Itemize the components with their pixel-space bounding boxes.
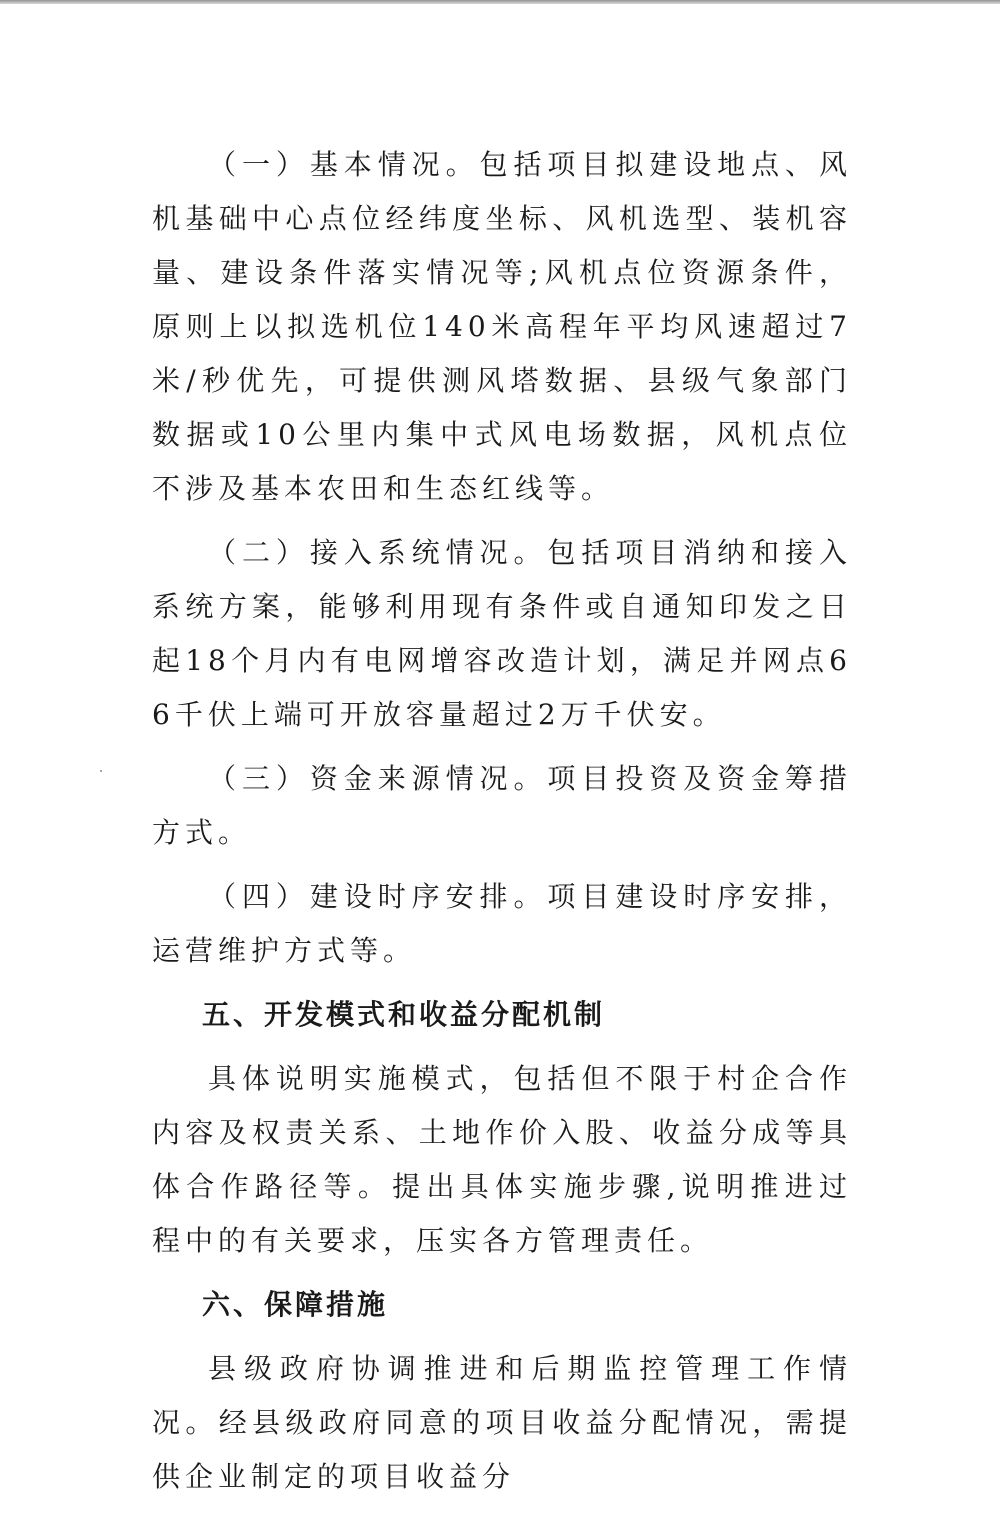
scan-speck xyxy=(100,770,102,772)
section-government-coordination: 县级政府协调推进和后期监控管理工作情况。经县级政府同意的项目收益分配情况，需提供企业制定的项目收益分 xyxy=(152,1352,852,1493)
section-grid-access: （二）接入系统情况。包括项目消纳和接入系统方案，能够利用现有条件或自通知印发之日起18个月内有电网增容改造计划，满足并网点66千伏上端可开放容量超过2万千伏安。 xyxy=(152,536,852,731)
section-funding-source: （三）资金来源情况。项目投资及资金筹措方式。 xyxy=(152,762,852,849)
section-basic-info: （一）基本情况。包括项目拟建设地点、风机基础中心点位经纬度坐标、风机选型、装机容量、建设条件落实情况等;风机点位资源条件，原则上以拟选机位140米高程年平均风速超过7米/秒优先，可提供测风塔数据、县级气象部门数据或10公里内集中式风电场数据，风机点位不涉及基本农田和生态红线等。 xyxy=(152,148,852,505)
section-schedule: （四）建设时序安排。项目建设时序安排，运营维护方式等。 xyxy=(152,880,852,967)
scan-top-edge xyxy=(0,0,1000,4)
heading-development-model: 五、开发模式和收益分配机制 xyxy=(202,998,606,1031)
document-body xyxy=(152,138,852,1514)
heading-safeguards: 六、保障措施 xyxy=(202,1288,389,1321)
section-implementation-mode: 具体说明实施模式，包括但不限于村企合作内容及权责关系、土地作价入股、收益分成等具体合作路径等。提出具体实施步骤,说明推进过程中的有关要求，压实各方管理责任。 xyxy=(152,1062,852,1257)
